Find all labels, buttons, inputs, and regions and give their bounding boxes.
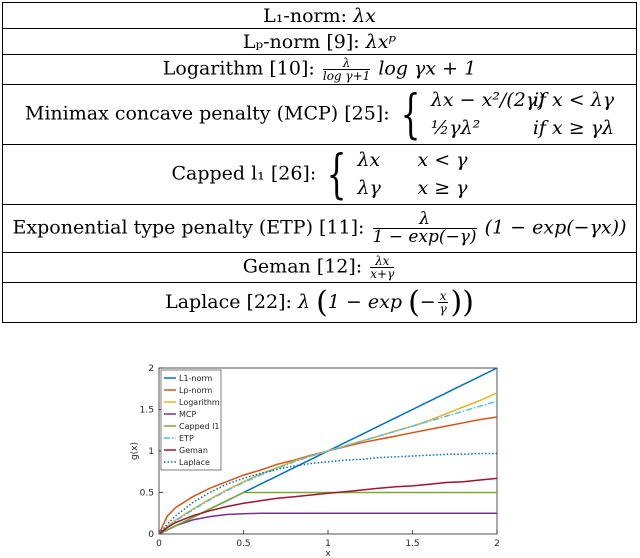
l1-name: L₁-norm: — [263, 4, 348, 27]
x-tick-label: 0 — [156, 539, 162, 549]
etp-frac-den: 1 − exp(−γ) — [372, 227, 477, 247]
laplace-inner: 1 − exp — [327, 290, 403, 313]
lp-name: Lₚ-norm [9]: — [242, 30, 360, 53]
x-axis-label: x — [325, 549, 331, 558]
legend-label: Capped l1 — [179, 422, 220, 431]
log-frac-num: λ — [323, 57, 370, 70]
legend-label: Geman — [179, 446, 208, 455]
etp-fraction — [373, 211, 477, 246]
row-mcp — [3, 85, 637, 145]
table-row — [3, 145, 637, 205]
legend-label: Laplace — [179, 458, 210, 467]
y-tick-label: 2 — [148, 364, 154, 374]
row-geman — [3, 253, 637, 283]
capped-case1-expr: λx — [357, 148, 381, 171]
capped-name: Capped l₁ [26]: — [171, 162, 317, 185]
legend-label: MCP — [179, 410, 197, 419]
y-tick-label: 0 — [148, 530, 154, 540]
laplace-lead: λ — [297, 290, 311, 313]
geman-fraction — [370, 255, 394, 280]
laplace-fraction — [438, 290, 449, 315]
log-fraction — [323, 57, 370, 82]
y-axis-label: g(x) — [130, 441, 140, 461]
row-log — [3, 55, 637, 85]
geman-frac-den: x+γ — [370, 267, 395, 281]
log-rest: log γx + 1 — [378, 57, 477, 80]
y-tick-label: 1.5 — [139, 405, 154, 416]
table-row — [3, 29, 637, 55]
mcp-name: Minimax concave penalty (MCP) [25]: — [24, 102, 390, 125]
laplace-frac-den: γ — [439, 302, 447, 316]
mcp-case1-expr: λx − x²/(2γ) — [430, 88, 545, 111]
laplace-open-paren: ( — [316, 284, 328, 320]
mcp-case2-expr: ½γλ² — [430, 116, 481, 139]
laplace-open-paren-inner: ( — [408, 284, 420, 320]
row-laplace: Laplace [22]: λ (1 − exp (− $\frac{x}{\gamma}$ )) — [3, 283, 637, 323]
mcp-brace: { — [400, 84, 421, 145]
capped-case2-cond: x ≥ γ — [417, 176, 468, 199]
log-frac-den: log γ+1 — [322, 69, 371, 83]
penalty-table — [2, 2, 637, 323]
capped-case2-expr: λγ — [357, 176, 381, 199]
row-lp — [3, 29, 637, 55]
x-tick-label: 2 — [494, 539, 500, 549]
legend-box — [161, 370, 221, 470]
table-row — [3, 3, 637, 29]
log-name: Logarithm [10]: — [162, 57, 315, 80]
geman-frac-num: λx — [370, 255, 394, 268]
row-capped — [3, 145, 637, 205]
etp-rest: (1 − exp(−γx)) — [484, 216, 627, 239]
table-row — [3, 283, 637, 323]
table-row — [3, 85, 637, 145]
legend-label: Logarithm — [179, 398, 220, 407]
laplace-frac-num: x — [439, 289, 447, 303]
x-tick-label: 0.5 — [236, 539, 251, 549]
laplace-close-paren: )) — [450, 284, 474, 320]
chart-legend — [161, 370, 221, 470]
l1-formula: λx — [353, 4, 376, 27]
x-tick-label: 1.5 — [405, 539, 420, 549]
capped-case1-cond: x < γ — [417, 148, 468, 171]
legend-label: ETP — [179, 434, 194, 443]
y-tick-label: 0.5 — [139, 488, 154, 499]
capped-brace: { — [326, 144, 347, 205]
row-l1 — [3, 3, 637, 29]
y-tick-label: 1 — [148, 447, 154, 457]
mcp-case2-cond: if x ≥ γλ — [532, 116, 615, 139]
laplace-name: Laplace [22]: — [165, 290, 292, 313]
geman-name: Geman [12]: — [242, 255, 363, 278]
table-row — [3, 253, 637, 283]
penalty-chart — [125, 360, 505, 558]
lp-formula: λxᵖ — [365, 30, 397, 53]
legend-label: Lp-norm — [179, 386, 213, 395]
legend-label: L1-norm — [179, 374, 213, 383]
x-tick-label: 1 — [325, 539, 331, 549]
mcp-cases — [431, 87, 614, 142]
capped-cases — [357, 147, 467, 202]
table-row — [3, 55, 637, 85]
row-etp — [3, 205, 637, 253]
etp-frac-num: λ — [373, 211, 477, 229]
mcp-case1-cond: if x < λγ — [532, 88, 615, 111]
table-row — [3, 205, 637, 253]
etp-name: Exponential type penalty (ETP) [11]: — [12, 216, 365, 239]
